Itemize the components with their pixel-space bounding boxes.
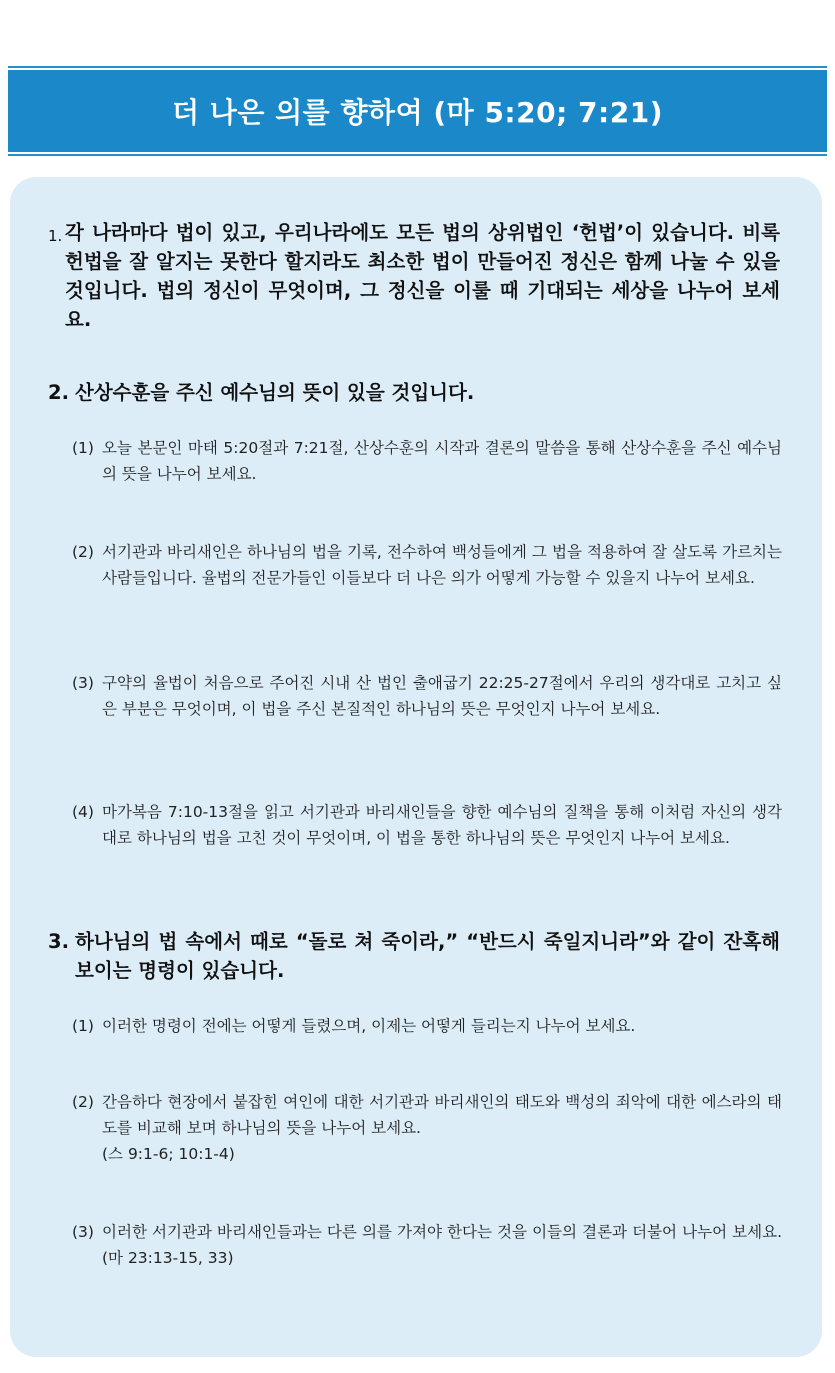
sub-question-2-2 [72, 539, 782, 591]
sub-question-number: (3) [72, 1223, 94, 1241]
question-2 [48, 378, 780, 407]
sub-question-2-3 [72, 670, 782, 722]
sub-question-body [102, 1089, 782, 1167]
sub-question-text: 구약의 율법이 처음으로 주어진 시내 산 법인 출애굽기 22:25-27절에서 우리의 생각대로 고치고 싶은 부분은 무엇이며, 이 법을 주신 본질적인 하나님의 뜻은 무엇인지 나누어 보세요. [102, 674, 782, 718]
page-title: 더 나은 의를 향하여 (마 5:20; 7:21) [171, 96, 663, 129]
sub-question-number: (1) [72, 1017, 94, 1035]
header-rule-bottom [8, 154, 827, 156]
question-number: 3. [48, 930, 69, 953]
question-number: 2. [48, 381, 69, 404]
content-panel [10, 177, 822, 1357]
sub-question-text: 오늘 본문인 마태 5:20절과 7:21절, 산상수훈의 시작과 결론의 말씀을 통해 산상수훈을 주신 예수님의 뜻을 나누어 보세요. [102, 439, 782, 483]
sub-question-number: (3) [72, 674, 94, 692]
scripture-reference: (스 9:1-6; 10:1-4) [102, 1145, 235, 1163]
sub-question-text: 간음하다 현장에서 붙잡힌 여인에 대한 서기관과 바리새인의 태도와 백성의 죄악에 대한 에스라의 태도를 비교해 보며 하나님의 뜻을 나누어 보세요. [102, 1093, 782, 1137]
question-3 [48, 927, 780, 985]
question-number: 1. [48, 227, 63, 245]
sub-question-3-3 [72, 1219, 782, 1271]
sub-question-number: (2) [72, 1093, 94, 1111]
question-text: 각 나라마다 법이 있고, 우리나라에도 모든 법의 상위법인 ‘헌법’이 있습니다. 비록 헌법을 잘 알지는 못한다 할지라도 최소한 법이 만들어진 정신은 함께 나눌 수 있을 것입니다. 법의 정신이 무엇이며, 그 정신을 이룰 때 기대되는 세상을 나누어 보세요. [65, 221, 780, 331]
sub-question-number: (1) [72, 439, 94, 457]
header-rule-top [8, 66, 827, 68]
sub-question-2-1 [72, 435, 782, 487]
sub-question-text: 서기관과 바리새인은 하나님의 법을 기록, 전수하여 백성들에게 그 법을 적용하여 잘 살도록 가르치는 사람들입니다. 율법의 전문가들인 이들보다 더 나은 의가 어떻게 가능할 수 있을지 나누어 보세요. [102, 543, 782, 587]
question-text: 하나님의 법 속에서 때로 “돌로 쳐 죽이라,” “반드시 죽일지니라”와 같이 잔혹해 보이는 명령이 있습니다. [75, 930, 780, 982]
sub-question-2-4 [72, 799, 782, 851]
sub-question-3-2 [72, 1089, 782, 1167]
sub-question-number: (4) [72, 803, 94, 821]
sub-question-number: (2) [72, 543, 94, 561]
question-text: 산상수훈을 주신 예수님의 뜻이 있을 것입니다. [75, 381, 475, 404]
sub-question-text: 마가복음 7:10-13절을 읽고 서기관과 바리새인들을 향한 예수님의 질책을 통해 이처럼 자신의 생각대로 하나님의 법을 고친 것이 무엇이며, 이 법을 통한 하나님의 뜻은 무엇인지 나누어 보세요. [102, 803, 782, 847]
question-1 [48, 218, 780, 334]
sub-question-text: 이러한 서기관과 바리새인들과는 다른 의를 가져야 한다는 것을 이들의 결론과 더불어 나누어 보세요.(마 23:13-15, 33) [102, 1223, 782, 1267]
sub-question-text: 이러한 명령이 전에는 어떻게 들렸으며, 이제는 어떻게 들리는지 나누어 보세요. [102, 1017, 636, 1035]
header-band [8, 70, 827, 152]
sub-question-3-1 [72, 1013, 782, 1039]
